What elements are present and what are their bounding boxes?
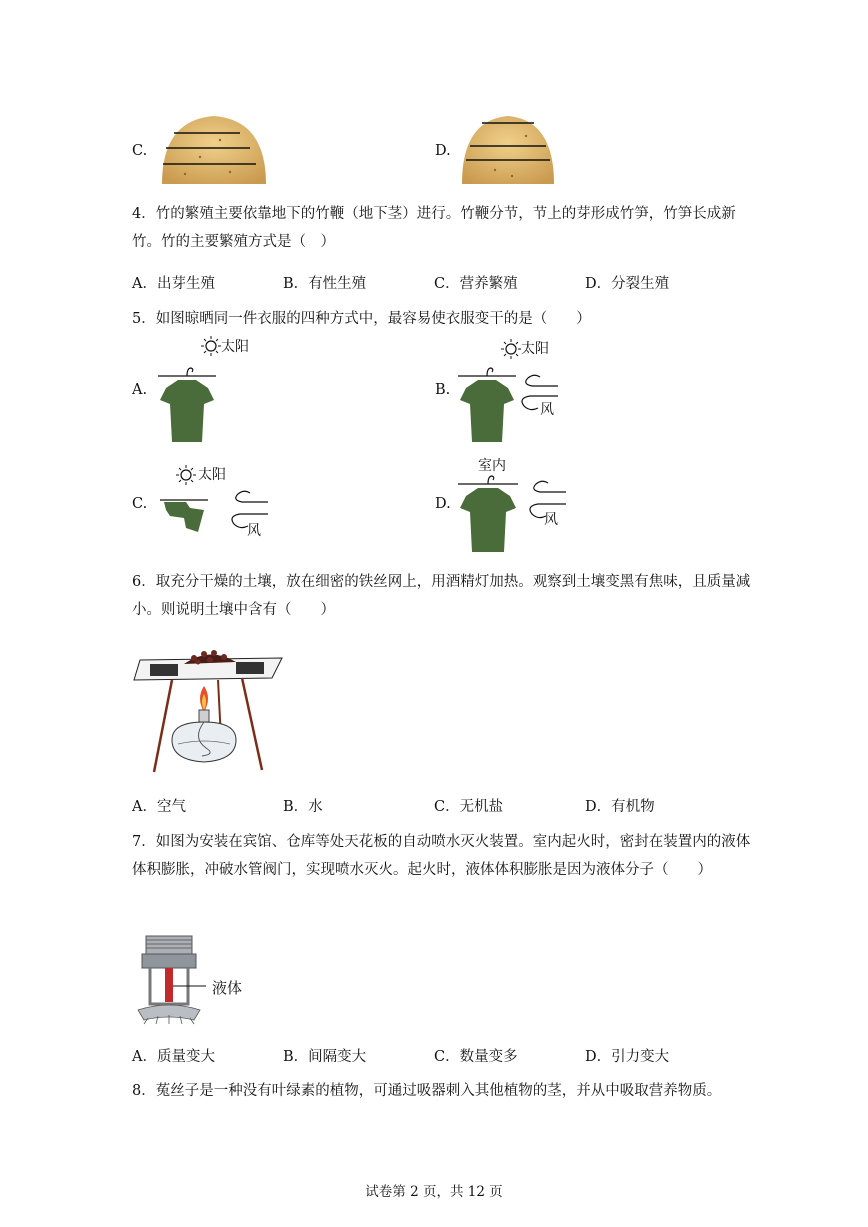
q7-option-c[interactable]: C．数量变多 bbox=[434, 1049, 518, 1065]
q4-option-c[interactable]: C．营养繁殖 bbox=[434, 276, 518, 292]
crumpled-shirt-c bbox=[160, 496, 212, 536]
page-footer: 试卷第 2 页，共 12 页 bbox=[365, 1184, 503, 1200]
potato-image-d bbox=[460, 112, 556, 186]
question-5-stem: 5．如图晾晒同一件衣服的四种方式中，最容易使衣服变干的是（ ） bbox=[132, 311, 591, 327]
q3-option-d-label: D. bbox=[435, 143, 451, 159]
sprinkler-device-image bbox=[134, 934, 206, 1026]
liquid-label: 液体 bbox=[212, 979, 243, 997]
q5-option-c-label[interactable]: C. bbox=[132, 496, 148, 512]
indoor-label: 室内 bbox=[478, 458, 506, 474]
q5-option-d-label[interactable]: D. bbox=[435, 496, 451, 512]
question-8-stem: 8．菟丝子是一种没有叶绿素的植物，可通过吸器刺入其他植物的茎，并从中吸取营养物质。 bbox=[132, 1083, 722, 1099]
wind-label: 风 bbox=[247, 523, 261, 539]
question-4-stem: 4．竹的繁殖主要依靠地下的竹鞭（地下茎）进行。竹鞭分节，节上的芽形成竹笋，竹笋长成新竹。竹的主要繁殖方式是（ ） bbox=[132, 206, 736, 251]
sun-label: 太阳 bbox=[521, 341, 549, 357]
sun-label: 太阳 bbox=[198, 467, 226, 483]
q3-option-c-label: C. bbox=[132, 143, 148, 159]
shirt-on-hanger-b bbox=[458, 362, 516, 444]
q4-option-b[interactable]: B．有性生殖 bbox=[283, 276, 367, 292]
wind-icon bbox=[512, 372, 562, 412]
q6-option-d[interactable]: D．有机物 bbox=[585, 799, 655, 815]
shirt-on-hanger-a bbox=[158, 362, 216, 444]
sun-icon bbox=[201, 336, 221, 356]
q6-option-b[interactable]: B．水 bbox=[283, 799, 323, 815]
q6-option-c[interactable]: C．无机盐 bbox=[434, 799, 504, 815]
question-7-stem: 7．如图为安装在宾馆、仓库等处天花板的自动喷水灭火装置。室内起火时，密封在装置内的液体体积膨胀，冲破水管阀门，实现喷水灭火。起火时，液体体积膨胀是因为液体分子（ ） bbox=[132, 834, 751, 879]
q7-option-a[interactable]: A．质量变大 bbox=[132, 1049, 215, 1065]
question-6-stem: 6．取充分干燥的土壤，放在细密的铁丝网上，用酒精灯加热。观察到土壤变黑有焦味，且质量减小。则说明土壤中含有（ ） bbox=[132, 574, 751, 619]
potato-image-c bbox=[160, 112, 268, 186]
sun-icon bbox=[176, 465, 196, 485]
wind-label: 风 bbox=[540, 402, 554, 418]
q6-option-a[interactable]: A．空气 bbox=[132, 799, 186, 815]
q7-option-b[interactable]: B．间隔变大 bbox=[283, 1049, 367, 1065]
q4-option-a[interactable]: A．出芽生殖 bbox=[132, 276, 215, 292]
sun-label: 太阳 bbox=[221, 339, 249, 355]
q7-option-d[interactable]: D．引力变大 bbox=[585, 1049, 670, 1065]
alcohol-lamp-heating-soil-image bbox=[132, 648, 284, 776]
shirt-on-hanger-d bbox=[458, 472, 518, 554]
q5-option-a-label[interactable]: A. bbox=[132, 382, 148, 398]
q5-option-b-label[interactable]: B. bbox=[435, 382, 451, 398]
wind-label: 风 bbox=[544, 512, 558, 528]
sun-icon bbox=[501, 339, 521, 359]
q4-option-d[interactable]: D．分裂生殖 bbox=[585, 276, 670, 292]
